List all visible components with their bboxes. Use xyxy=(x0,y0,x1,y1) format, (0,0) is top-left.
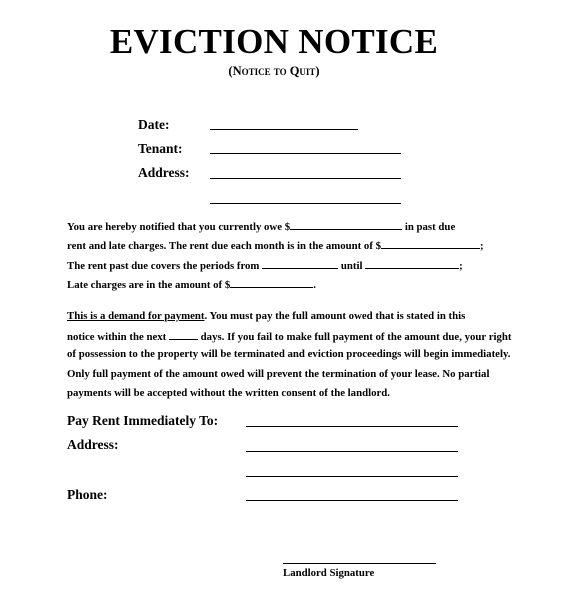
monthly-rent-text: rent and late charges. The rent due each month is in the amount of $ xyxy=(67,240,382,252)
owed-amount-line xyxy=(67,219,455,233)
days-line xyxy=(67,329,512,343)
monthly-rent-end: ; xyxy=(480,240,484,252)
pay-address-line-2[interactable] xyxy=(246,476,458,477)
tenant-label: Tenant: xyxy=(138,141,183,156)
possession-line: of possession to the property will be terminated and eviction proceedings will begin immediately. xyxy=(67,348,511,360)
partial-payments-line: payments will be accepted without the written consent of the landlord. xyxy=(67,387,390,399)
address-field-line-2[interactable] xyxy=(210,203,401,204)
pay-rent-to-label: Pay Rent Immediately To: xyxy=(67,413,219,428)
demand-for-payment-text: This is a demand for payment xyxy=(67,310,205,322)
late-charges-end: . xyxy=(313,279,316,291)
late-charges-text: Late charges are in the amount of $ xyxy=(67,279,231,291)
period-from-blank[interactable] xyxy=(262,258,338,269)
address-label: Address: xyxy=(138,165,190,180)
days-rest-text: days. If you fail to make full payment of the amount due, your right xyxy=(200,331,512,343)
full-payment-line: Only full payment of the amount owed will prevent the termination of your lease. No partial xyxy=(67,368,490,380)
monthly-rent-blank[interactable] xyxy=(381,238,480,249)
landlord-signature-label: Landlord Signature xyxy=(283,567,375,579)
document-title: EVICTION NOTICE xyxy=(109,22,439,61)
owed-amount-blank[interactable] xyxy=(290,219,402,230)
periods-line xyxy=(67,258,463,272)
periods-text: The rent past due covers the periods from xyxy=(67,260,260,272)
until-text: until xyxy=(340,260,363,272)
pay-address-label: Address: xyxy=(67,437,119,452)
phone-label: Phone: xyxy=(67,487,108,502)
signature-line[interactable] xyxy=(283,563,436,564)
demand-rest-text: . You must pay the full amount owed that is stated in this xyxy=(204,310,466,322)
tenant-field-line[interactable] xyxy=(210,153,401,154)
late-charges-line xyxy=(67,277,316,291)
date-field-line[interactable] xyxy=(210,129,358,130)
periods-end: ; xyxy=(459,260,463,272)
document-subtitle: (Notice to Quit) xyxy=(228,64,320,78)
owed-text: You are hereby notified that you currently owe $ xyxy=(67,221,291,233)
pay-to-field-line[interactable] xyxy=(246,426,458,427)
demand-line xyxy=(67,310,465,322)
address-field-line-1[interactable] xyxy=(210,178,401,179)
pay-address-line-1[interactable] xyxy=(246,451,458,452)
monthly-rent-line xyxy=(67,238,484,252)
phone-field-line[interactable] xyxy=(246,500,458,501)
period-until-blank[interactable] xyxy=(365,258,459,269)
days-blank[interactable] xyxy=(169,329,198,340)
past-due-text: in past due xyxy=(404,221,456,233)
date-label: Date: xyxy=(138,117,170,132)
late-charges-blank[interactable] xyxy=(230,277,313,288)
within-next-text: notice within the next xyxy=(67,331,167,343)
